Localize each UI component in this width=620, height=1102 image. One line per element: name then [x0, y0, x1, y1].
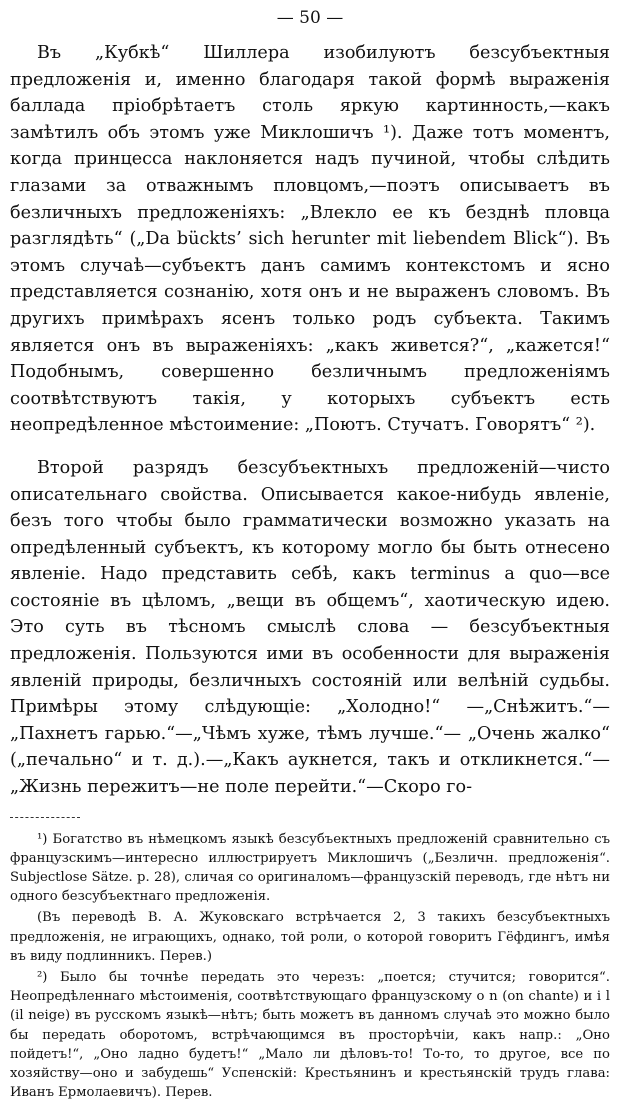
footnote-1-note: (Въ переводѣ В. А. Жуковскаго встрѣчается 2, 3 такихъ безсубъектныхъ предложенія, не играющихъ, однако, той роли, о которой говоритъ Гёфдингъ, имѣя въ виду подлинникъ. Перев.)	[10, 910, 610, 964]
footnote-separator	[10, 817, 80, 818]
footnote-1: ¹) Богатство въ нѣмецкомъ языкѣ безсубъектныхъ предложеній сравнительно съ французскимъ—интересно иллюстрируетъ Миклошичъ („Безличн. предложенія“. Subjectlose Sätze. p. 28), сличая со оригиналомъ—французскій переводъ, где нѣтъ ни одного безсубъектнаго предложенія.	[10, 831, 610, 905]
paragraph-1: Въ „Кубкѣ“ Шиллера изобилуютъ безсубъектныя предложенія и, именно благодаря такой формѣ выраженія баллада пріобрѣтаетъ столь яркую картинность,—какъ замѣтилъ объ этомъ уже Миклошичъ ¹). Даже тотъ моментъ, когда принцесса наклоняется надъ пучиной, чтобы слѣдить глазами за отважнымъ пловцомъ,—поэтъ описываетъ въ безличныхъ предложеніяхъ: „Влекло ее къ безднѣ пловца разглядѣть“ („Da bückts’ sich herunter mit liebendem Blick“). Въ этомъ случаѣ—субъектъ данъ самимъ контекстомъ и ясно представляется сознанію, хотя онъ и не выраженъ словомъ. Въ другихъ примѣрахъ ясенъ только родъ субъекта. Такимъ является онъ въ выраженіяхъ: „какъ живется?“, „кажется!“ Подобнымъ, совершенно безличнымъ предложеніямъ соотвѣтствуютъ такія, у которыхъ субъектъ есть неопредѣленное мѣстоимение: „Поютъ. Стучатъ. Говорятъ“ ²).	[10, 43, 610, 436]
paragraph-2: Второй разрядъ безсубъектныхъ предложеній—чисто описательнаго свойства. Описывается какое-нибудь явленіе, безъ того чтобы было грамматически возможно указать на опредѣленный субъектъ, къ которому могло бы быть отнесено явленіе. Надо представить себѣ, какъ terminus a quo—все состояніе въ цѣломъ, „вещи въ общемъ“, хаотическую идею. Это суть въ тѣсномъ смыслѣ слова — безсубъектныя предложенія. Пользуются ими въ особенности для выраженія явленій природы, безличныхъ состояній или велѣній судьбы. Примѣры этому слѣдующіе: „Холодно!“ —„Снѣжитъ.“—„Пахнетъ гарью.“—„Чѣмъ хуже, тѣмъ лучше.“— „Очень жалко“ („печально“ и т. д.).—„Какъ аукнется, такъ и откликнется.“—„Жизнь пережитъ—не поле перейти.“—Скоро го-	[10, 457, 610, 798]
page-number: — 50 —	[276, 8, 344, 28]
footnote-2: ²) Было бы точнѣе передать это черезъ: „поется; стучится; говорится“. Неопредѣленнаго мѣстоименія, соотвѣтствующаго французскому o n (on chante) и i l (il neige) въ русскомъ языкѣ—нѣтъ; быть можетъ въ данномъ случаѣ это можно было бы передать оборотомъ, встрѣчающимся въ просторѣчіи, какъ напр.: „Оно пойдетъ!“, „Оно ладно будетъ!“ „Мало ли дѣловъ-то! То-то, то другое, все по хозяйству—оно и забудешь“ Успенскій: Крестьянинъ и крестьянскій трудъ глава: Иванъ Ермолаевичъ). Перев.	[10, 970, 610, 1101]
